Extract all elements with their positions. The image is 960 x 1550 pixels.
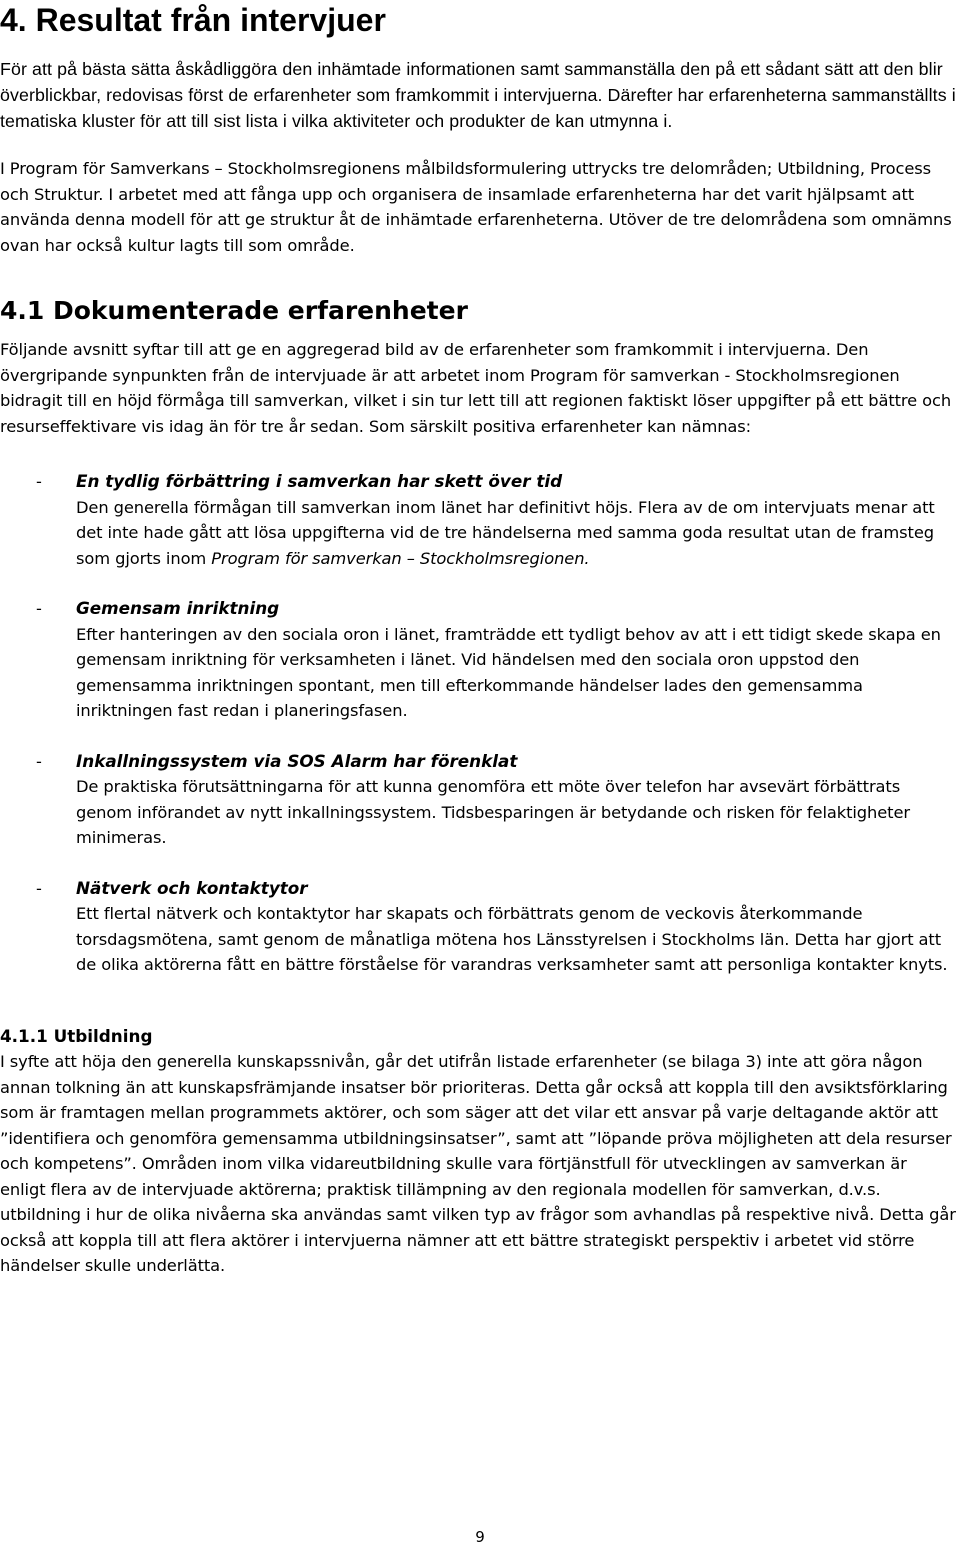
experiences-paragraph: Följande avsnitt syftar till att ge en aggregerad bild av de erfarenheter som framkommit i intervjuerna. Den övergripande synpunkten från de intervjuade är att arbetet inom Program för samverkan - Stockholmsregionen bidragit till en höjd förmåga till samverkan, vilket i sin tur lett till att regionen faktiskt löser uppgifter på ett bättre och resurseffektivare vis idag än för tre år sedan. Som särskilt positiva erfarenheter kan nämnas: bbox=[0, 340, 952, 436]
list-item-body bbox=[76, 495, 956, 572]
list-item-title: Nätverk och kontaktytor bbox=[76, 877, 308, 898]
section-heading-4-1: 4.1 Dokumenterade erfarenheter bbox=[0, 296, 468, 325]
list-item-title: Inkallningssystem via SOS Alarm har förenklat bbox=[76, 750, 518, 771]
list-item bbox=[0, 876, 956, 978]
list-item-body: Ett flertal nätverk och kontaktytor har skapats och förbättrats genom de veckovis återkommande torsdagsmötena, samt genom de månatliga mötena hos Länsstyrelsen i Stockholms län. Detta har gjort att de olika aktörerna fått en bättre förståelse för varandras verksamheter samt att personliga kontakter knyts. bbox=[76, 904, 948, 974]
education-paragraph: I syfte att höja den generella kunskapssnivån, går det utifrån listade erfarenheter (se bilaga 3) inte att göra någon annan tolkning än att kunskapsfrämjande insatser bör prioriteras. Detta går också att koppla till den avsiktsförklaring som är framtagen mellan programmets aktörer, och som säger att det vilar ett ansvar på varje deltagande aktör att ”identifiera och genomföra gemensamma utbildningsinsatser”, samt att ”löpande pröva möjligheten att dela resurser och kompetens”. Områden inom vilka vidareutbildning skulle vara förtjänstfull för utvecklingen av samverkan är enligt flera av de intervjuade aktörerna; praktisk tillämpning av den regionala modellen för samverkan, d.v.s. utbildning i hur de olika nivåerna ska användas samt vilken typ av frågor som avhandlas på respektive nivå. Detta går också att koppla till att flera aktörer i intervjuerna nämner att ett bättre strategiskt perspektiv i arbetet vid större händelser skulle underlätta. bbox=[0, 1052, 956, 1275]
list-item-body: De praktiska förutsättningarna för att kunna genomföra ett möte över telefon har avsevärt förbättrats genom införandet av nytt inkallningssystem. Tidsbesparingen är betydande och risken för felaktigheter minimeras. bbox=[76, 777, 910, 847]
list-item bbox=[0, 469, 956, 571]
list-item-title: Gemensam inriktning bbox=[76, 598, 280, 618]
intro-paragraph: För att på bästa sätta åskådliggöra den inhämtade informationen samt sammanställa den på ett sådant sätt att den blir överblickbar, redovisas först de erfarenheter som framkommit i intervjuerna. Därefter har erfarenheterna sammanställts i tematiska kluster för att till sist lista i vilka aktiviteter och produkter de kan utmynna i. bbox=[0, 59, 956, 131]
model-paragraph: I Program för Samverkans – Stockholmsregionens målbildsformulering uttrycks tre delområden; Utbildning, Process och Struktur. I arbetet med att fånga upp och organisera de insamlade erfarenheterna har det varit hjälpsamt att använda denna modell för att ge struktur åt de inhämtade erfarenheterna. Utöver de tre delområdena som omnämns ovan har också kultur lagts till som område. bbox=[0, 159, 952, 255]
list-dash: - bbox=[36, 599, 42, 618]
list-dash: - bbox=[36, 472, 42, 491]
list-dash: - bbox=[36, 751, 42, 771]
list-item bbox=[0, 749, 956, 851]
list-item-body: Efter hanteringen av den sociala oron i länet, framträdde ett tydligt behov av att i ett tidigt skede skapa en gemensam inriktning för verksamheten i länet. Vid händelsen med den sociala oron uppstod den gemensamma inriktningen spontant, men till efterkommande händelser lades den gemensamma inriktningen fast redan i planeringsfasen. bbox=[76, 624, 941, 720]
list-dash: - bbox=[36, 878, 42, 898]
experience-list bbox=[0, 469, 956, 978]
program-name-italic: Program för samverkan – Stockholmsregionen. bbox=[211, 548, 590, 568]
section-heading-4-1-1: 4.1.1 Utbildning bbox=[0, 1025, 153, 1046]
section-heading-4: 4. Resultat från intervjuer bbox=[0, 2, 386, 38]
list-item bbox=[0, 596, 956, 724]
list-item-body-text: Den generella förmågan till samverkan inom länet har definitivt höjs. Flera av de om intervjuats menar att det inte hade gått att lösa uppgifterna vid de tre händelserna med samma goda resultat utan de framsteg som gjorts inom bbox=[76, 497, 935, 568]
list-item-title: En tydlig förbättring i samverkan har skett över tid bbox=[76, 471, 563, 491]
page-number: 9 bbox=[475, 1528, 485, 1546]
